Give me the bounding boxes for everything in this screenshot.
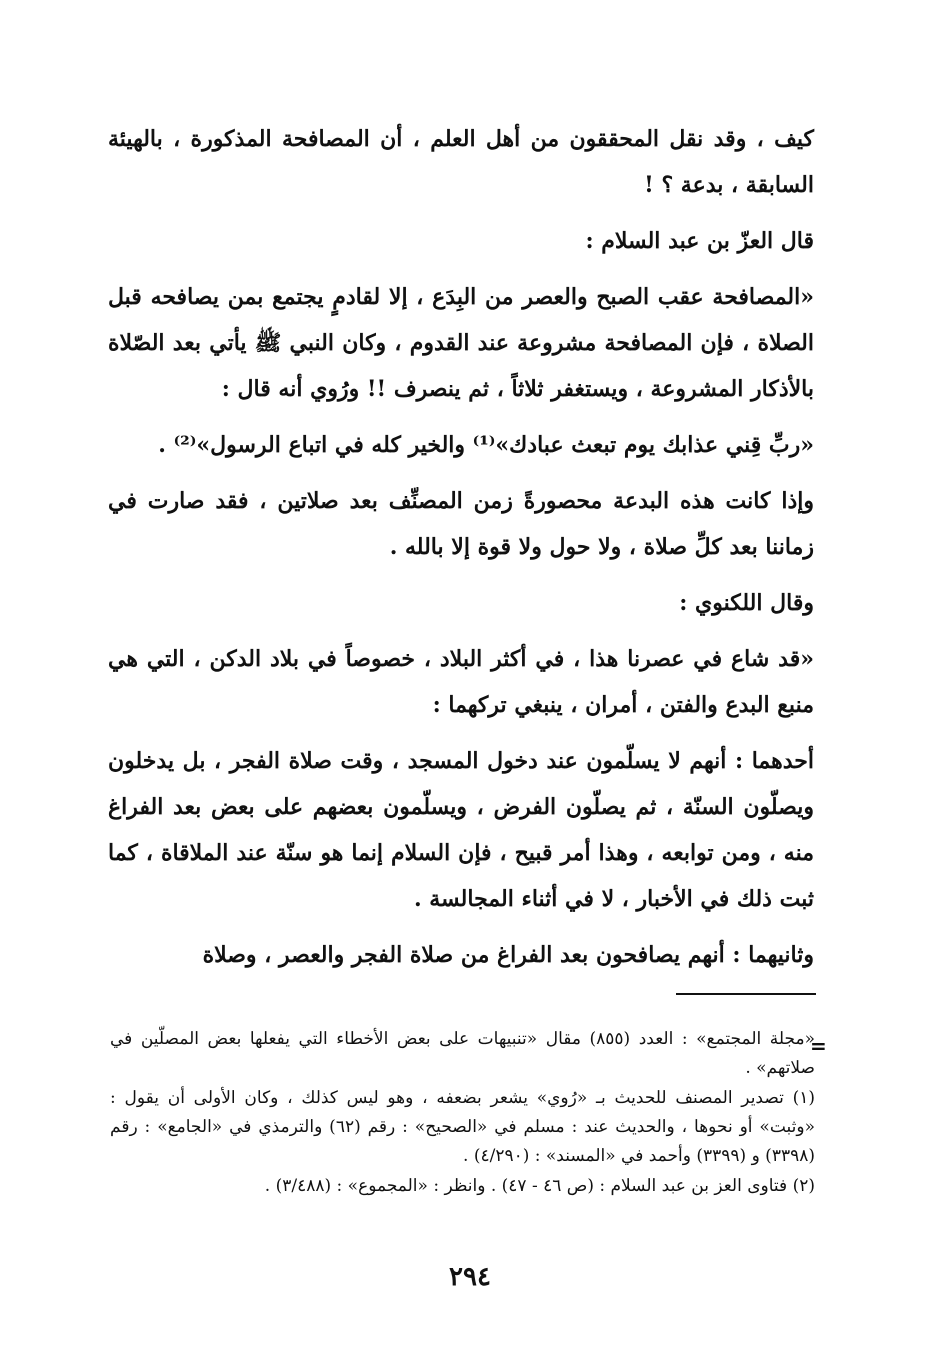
footnote-1: (١) تصدير المصنف للحديث بـ «رُوي» يشعر بضعفه ، وهو ليس كذلك ، وكان الأولى أن يقول : «وثبت» أو نحوها ، والحديث عند : مسلم في «الصحيح» : رقم (٦٢) والترمذي في «الجامع» : رقم (٣٣٩٨) و (٣٣٩٩) وأحمد في «المسند» : (٤/٢٩٠) .	[110, 1088, 815, 1166]
footnotes	[110, 1025, 815, 1202]
paragraph-izz-quote: «المصافحة عقب الصبح والعصر من البِدَع ، إلا لقادمٍ يجتمع بمن يصافحه قبل الصلاة ، فإن المصافحة مشروعة عند القدوم ، وكان النبي ﷺ يأتي بعد الصّلاة بالأذكار المشروعة ، ويستغفر ثلاثاً ، ثم ينصرف !! ورُوي أنه قال :	[108, 284, 814, 402]
paragraph-dua-quote: «ربِّ قِني عذابك يوم تبعث عبادك»⁽¹⁾ والخير كله في اتباع الرسول»⁽²⁾ .	[158, 432, 814, 458]
main-text	[108, 116, 814, 988]
footnote-divider	[676, 993, 816, 995]
footnote-2: (٢) فتاوى العز بن عبد السلام : (ص ٤٦ - ٤٧) . وانظر : «المجموع» : (٣/٤٨٨) .	[264, 1176, 815, 1196]
paragraph-laknawi-quote: «قد شاع في عصرنا هذا ، في أكثر البلاد ، خصوصاً في بلاد الدكن ، التي هي منبع البدع والفتن ، أمران ، ينبغي تركهما :	[108, 646, 814, 718]
footnote-continued: «مجلة المجتمع» : العدد (٨٥٥) مقال «تنبيهات على بعض الأخطاء التي يفعلها بعض المصلّين في صلاتهم» .	[110, 1029, 815, 1078]
paragraph-first-matter: أحدهما : أنهم لا يسلّمون عند دخول المسجد ، وقت صلاة الفجر ، بل يدخلون ويصلّون السنّة ، ثم يصلّون الفرض ، ويسلّمون بعضهم على بعض بعد الفراغ منه ، ومن توابعه ، وهذا أمر قبيح ، فإن السلام إنما هو سنّة عند الملاقاة ، كما ثبت ذلك في الأخبار ، لا في أثناء المجالسة .	[108, 748, 814, 912]
footnote-continuation-mark: =	[810, 1034, 827, 1058]
paragraph-commentary: وإذا كانت هذه البدعة محصورةً زمن المصنِّف بعد صلاتين ، فقد صارت في زماننا بعد كلِّ صلاة ، ولا حول ولا قوة إلا بالله .	[108, 488, 814, 560]
paragraph-izz-intro: قال العزّ بن عبد السلام :	[585, 228, 814, 254]
paragraph-laknawi-intro: وقال اللكنوي :	[679, 590, 814, 616]
paragraph-second-matter: وثانيهما : أنهم يصافحون بعد الفراغ من صلاة الفجر والعصر ، وصلاة	[202, 942, 814, 968]
page-number: ٢٩٤	[449, 1262, 491, 1292]
paragraph-opening: كيف ، وقد نقل المحققون من أهل العلم ، أن المصافحة المذكورة ، بالهيئة السابقة ، بدعة ؟ !	[108, 126, 814, 198]
